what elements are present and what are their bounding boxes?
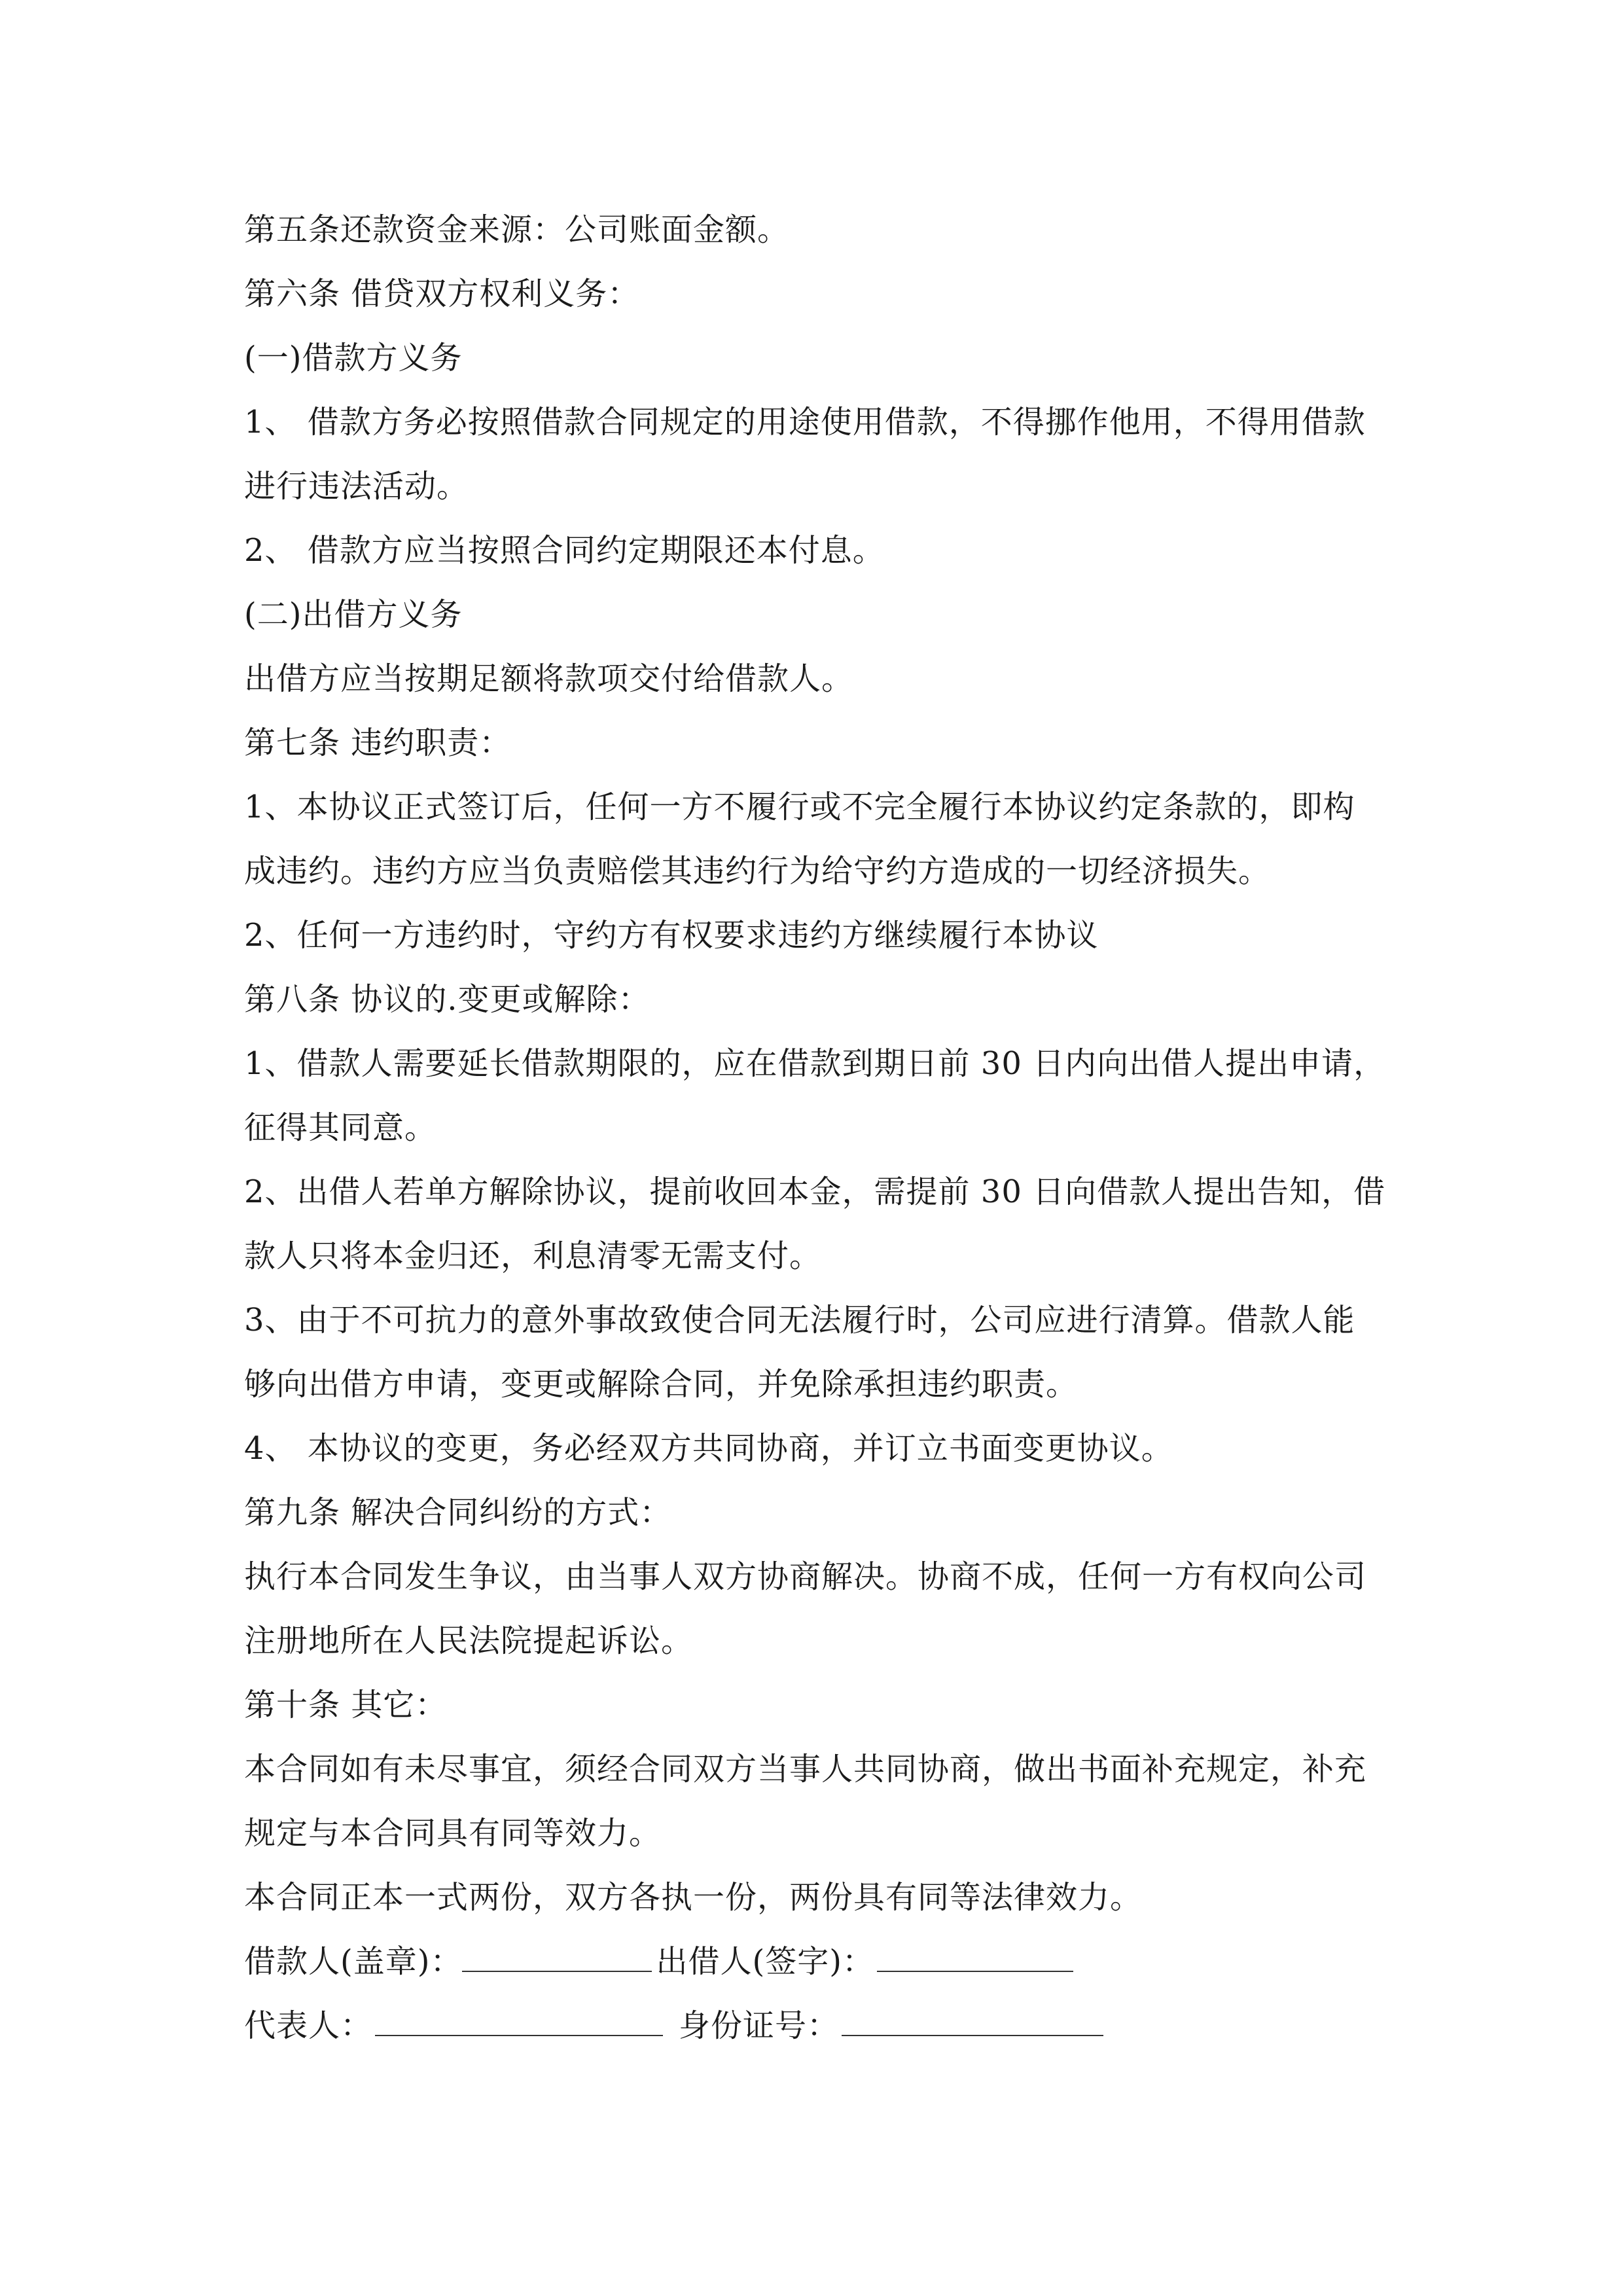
contract-body — [244, 198, 1396, 2058]
clause-8-item-4: 4、 本协议的变更，务必经双方共同协商，并订立书面变更协议。 — [244, 1430, 1173, 1467]
clause-6-heading: 第六条 借贷双方权利义务： — [244, 276, 640, 312]
borrower-seal-label: 借款人(盖章)： — [244, 1943, 463, 1980]
clause-10-body-line-1: 本合同如有未尽事宜，须经合同双方当事人共同协商，做出书面补充规定，补充 — [244, 1751, 1367, 1787]
clause-6-lender-duties-heading: (二)出借方义务 — [244, 596, 463, 633]
id-number-label: 身份证号： — [679, 2007, 840, 2044]
clause-8-item-2-line-2: 款人只将本金归还，利息清零无需支付。 — [244, 1238, 822, 1274]
clause-8-item-3-line-1: 3、由于不可抗力的意外事故致使合同无法履行时，公司应进行清算。借款人能 — [244, 1302, 1355, 1338]
clause-5-repayment-source: 第五条还款资金来源：公司账面金额。 — [244, 211, 790, 248]
signature-row-parties — [244, 1929, 1396, 1994]
borrower-seal-blank[interactable] — [462, 1945, 652, 1972]
clause-8-item-3-line-2: 够向出借方申请，变更或解除合同，并免除承担违约职责。 — [244, 1366, 1079, 1403]
clause-7-item-1-line-1: 1、本协议正式签订后，任何一方不履行或不完全履行本协议约定条款的，即构 — [244, 789, 1355, 825]
signature-row-identity — [244, 1994, 1396, 2058]
clause-7-item-1-line-2: 成违约。违约方应当负责赔偿其违约行为给守约方造成的一切经济损失。 — [244, 853, 1271, 889]
clause-8-item-2-line-1: 2、出借人若单方解除协议，提前收回本金，需提前 30 日向借款人提出告知，借 — [244, 1174, 1386, 1210]
copies-statement: 本合同正本一式两份，双方各执一份，两份具有同等法律效力。 — [244, 1879, 1143, 1916]
representative-blank[interactable] — [375, 2009, 663, 2036]
clause-6-borrower-duties-heading: (一)借款方义务 — [244, 340, 463, 376]
clause-10-body-line-2: 规定与本合同具有同等效力。 — [244, 1815, 662, 1852]
clause-7-heading: 第七条 违约职责： — [244, 725, 512, 761]
clause-8-heading: 第八条 协议的.变更或解除： — [244, 981, 651, 1018]
clause-6-item-2: 2、 借款方应当按照合同约定期限还本付息。 — [244, 532, 885, 569]
clause-8-item-1-line-1: 1、借款人需要延长借款期限的，应在借款到期日前 30 日内向出借人提出申请， — [244, 1045, 1386, 1082]
id-number-blank[interactable] — [842, 2009, 1103, 2036]
lender-signature-label: 出借人(签字)： — [656, 1943, 874, 1980]
clause-9-body-line-2: 注册地所在人民法院提起诉讼。 — [244, 1623, 694, 1659]
clause-6-item-1-line-1: 1、 借款方务必按照借款合同规定的用途使用借款，不得挪作他用，不得用借款 — [244, 404, 1366, 440]
clause-6-lender-duty: 出借方应当按期足额将款项交付给借款人。 — [244, 660, 854, 697]
representative-label: 代表人： — [244, 2007, 373, 2044]
clause-10-heading: 第十条 其它： — [244, 1687, 448, 1723]
clause-8-item-1-line-2: 征得其同意。 — [244, 1109, 437, 1146]
clause-9-body-line-1: 执行本合同发生争议，由当事人双方协商解决。协商不成，任何一方有权向公司 — [244, 1558, 1367, 1595]
clause-9-heading: 第九条 解决合同纠纷的方式： — [244, 1494, 672, 1531]
lender-signature-blank[interactable] — [877, 1945, 1073, 1972]
clause-6-item-1-line-2: 进行违法活动。 — [244, 468, 469, 505]
clause-7-item-2: 2、任何一方违约时，守约方有权要求违约方继续履行本协议 — [244, 917, 1099, 954]
